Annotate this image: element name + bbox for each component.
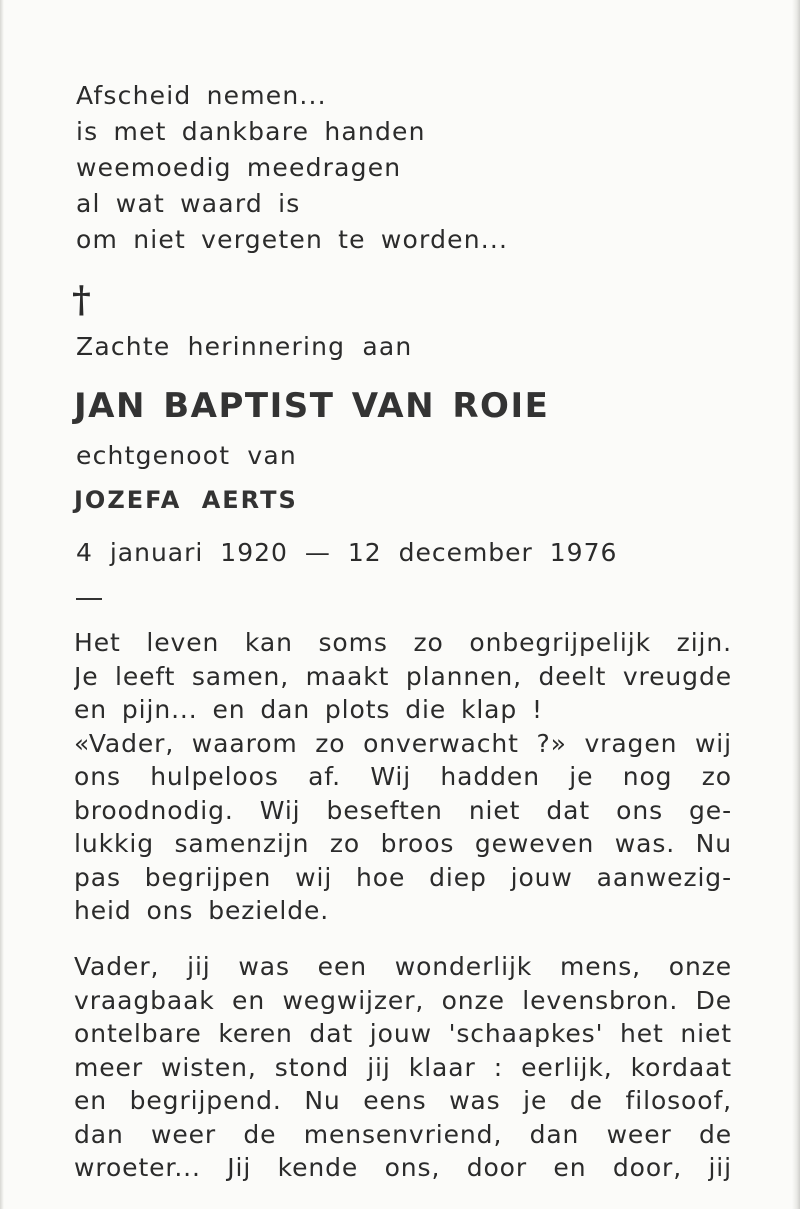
paragraph-line: ons hulpeloos af. Wij hadden je nog zo bbox=[74, 762, 732, 791]
paragraph-line: en begrijpend. Nu eens was je de filosoof, bbox=[74, 1086, 732, 1115]
paragraph-line: heid ons bezielde. bbox=[74, 896, 330, 925]
paragraph-line: lukkig samenzijn zo broos geweven was. Nu bbox=[74, 829, 732, 858]
paragraph-line: pas begrijpen wij hoe diep jouw aanwezig- bbox=[74, 862, 732, 892]
paragraph-line: «Vader, waarom zo onverwacht ?» vragen wij bbox=[74, 728, 732, 758]
card-left-edge bbox=[0, 0, 4, 1209]
paragraph-line: Vader, jij was een wonderlijk mens, onze bbox=[74, 952, 732, 981]
opening-poem bbox=[76, 78, 508, 258]
card-right-edge bbox=[792, 0, 800, 1209]
life-dates: 4 januari 1920 — 12 december 1976 bbox=[76, 538, 618, 567]
deceased-name: JAN BAPTIST VAN ROIE bbox=[74, 386, 550, 426]
paragraph-line: wroeter... Jij kende ons, door en door, jij bbox=[74, 1153, 732, 1182]
paragraph-line: Het leven kan soms zo onbegrijpelijk zijn. bbox=[74, 628, 732, 657]
spouse-name: JOZEFA AERTS bbox=[74, 486, 298, 514]
separator-dash bbox=[76, 598, 102, 600]
paragraph-line: meer wisten, stond jij klaar : eerlijk, kordaat bbox=[74, 1052, 732, 1082]
poem-line: weemoedig meedragen bbox=[76, 153, 402, 182]
paragraph-line: dan weer de mensenvriend, dan weer de bbox=[74, 1119, 732, 1149]
paragraph-line: en pijn... en dan plots die klap ! bbox=[74, 695, 543, 724]
poem-line: al wat waard is bbox=[76, 189, 301, 218]
cross-icon: † bbox=[72, 279, 91, 321]
poem-line: om niet vergeten te worden... bbox=[76, 225, 509, 254]
paragraph-line: Je leeft samen, maakt plannen, deelt vreugde bbox=[74, 661, 732, 691]
paragraph-line: ontelbare keren dat jouw 'schaapkes' het niet bbox=[74, 1019, 732, 1048]
tribute-paragraph-2 bbox=[74, 950, 732, 1185]
paragraph-line: broodnodig. Wij beseften niet dat ons ge- bbox=[74, 795, 732, 825]
tribute-paragraph-1 bbox=[74, 626, 732, 928]
poem-line: Afscheid nemen... bbox=[76, 81, 327, 110]
remembrance-intro: Zachte herinnering aan bbox=[76, 332, 413, 361]
relation-label: echtgenoot van bbox=[76, 441, 297, 470]
paragraph-line: vraagbaak en wegwijzer, onze levensbron. De bbox=[74, 985, 732, 1015]
poem-line: is met dankbare handen bbox=[76, 117, 426, 146]
